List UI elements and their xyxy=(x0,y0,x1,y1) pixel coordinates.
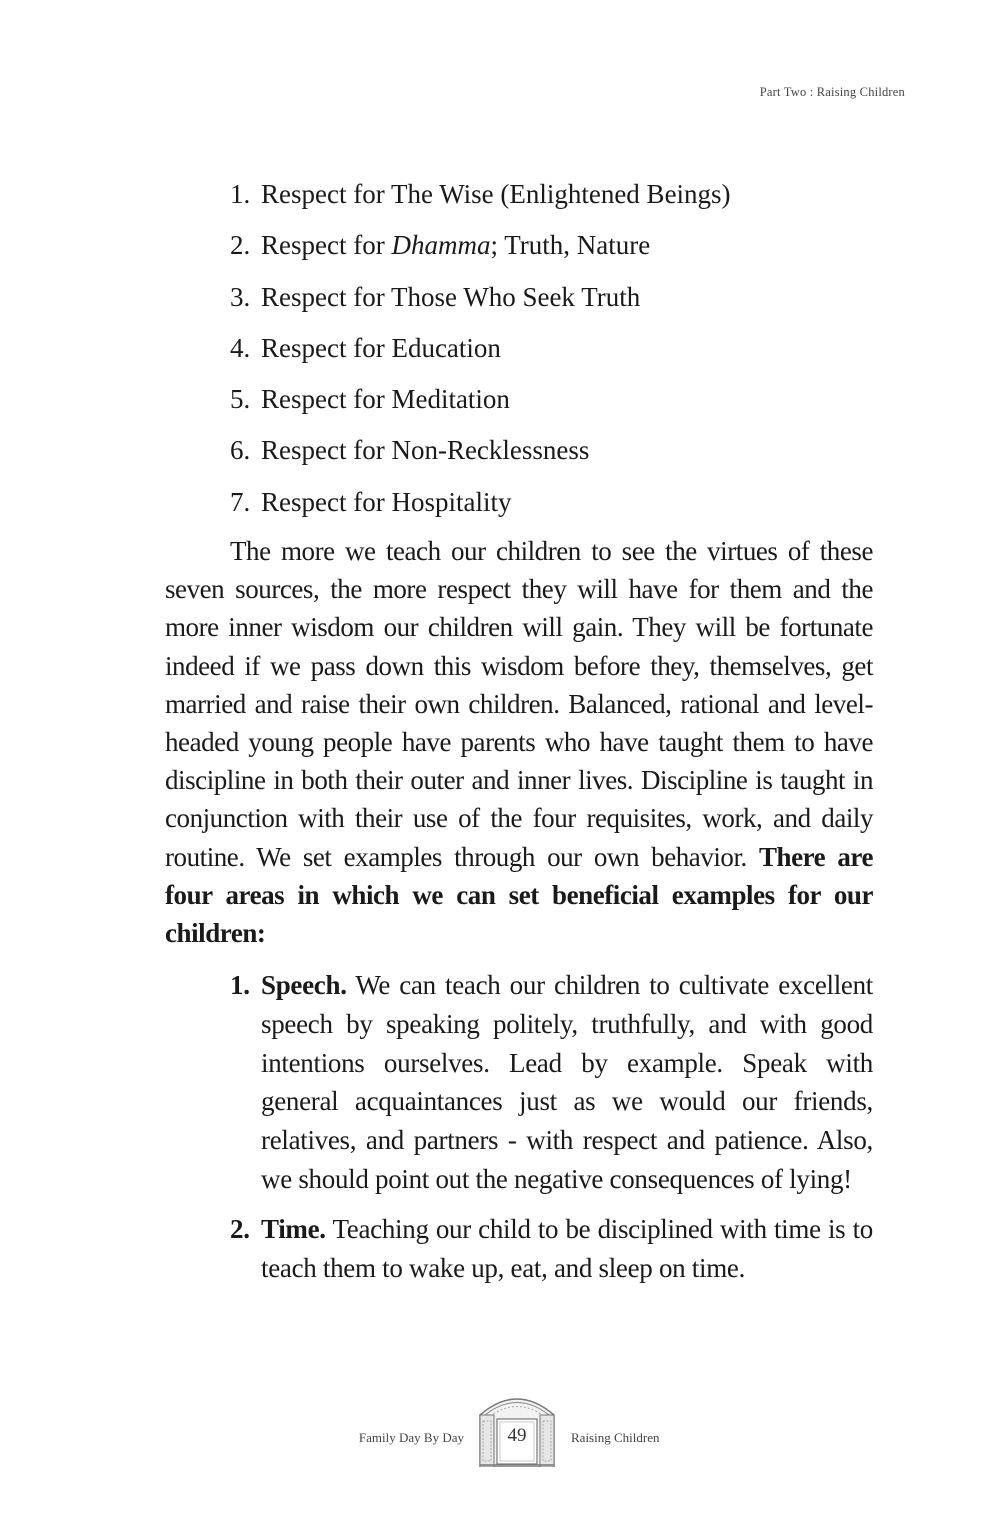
footer-book-title: Family Day By Day xyxy=(358,1430,464,1445)
list-number: 1. xyxy=(230,179,251,209)
list-text-emphasis: Dhamma xyxy=(391,230,491,261)
page-number: 49 xyxy=(507,1425,527,1446)
list-number: 6. xyxy=(230,435,251,466)
example-text: We can teach our children to cultivate excellent speech by speaking politely, truthfully, and with good intentions ourselves. Lead by example. Speak with general acquaintances just as we would our friends, relatives, and partners - with respect and patience. Also, we should point out the negative consequences of lying! xyxy=(261,970,873,1194)
list-item xyxy=(230,172,880,223)
page-footer xyxy=(0,1385,1000,1475)
list-item xyxy=(230,377,880,428)
list-item xyxy=(230,966,873,1199)
list-text: Respect for Those Who Seek Truth xyxy=(261,281,641,312)
list-item xyxy=(230,480,880,531)
list-text-suffix: ; Truth, Nature xyxy=(490,230,651,261)
list-text: Respect for Meditation xyxy=(261,384,510,415)
list-item xyxy=(230,428,880,479)
list-text: Respect for Hospitality xyxy=(261,486,512,517)
example-term: Time. xyxy=(261,1213,326,1244)
list-text: Respect for xyxy=(261,230,392,261)
list-item xyxy=(230,275,880,326)
example-text: Teaching our child to be disciplined with time is to teach them to wake up, eat, and sleep on time. xyxy=(261,1213,874,1283)
list-number: 2. xyxy=(230,1213,250,1244)
list-number: 5. xyxy=(230,384,251,415)
running-head: Part Two : Raising Children xyxy=(759,85,905,99)
list-item xyxy=(230,223,880,274)
list-number: 3. xyxy=(230,281,251,312)
body-paragraph xyxy=(165,532,873,952)
list-text: Respect for The Wise (Enlightened Beings) xyxy=(261,179,731,209)
respect-list xyxy=(230,172,880,531)
list-number: 7. xyxy=(230,486,251,517)
paragraph-text: The more we teach our children to see the virtues of these seven sources, the more respect they will have for them and the more inner wisdom our children will gain. They will be fortunate indeed if we pass down this wisdom before they, themselves, get married and raise their own children. Balanced, rational and level-headed young people have parents who have taught them to have discipline in both their outer and inner lives. Discipline is taught in conjunction with their use of the four requisites, work, and daily routine. We set examples through our own behavior. xyxy=(165,536,873,872)
footer-section-title: Raising Children xyxy=(571,1430,660,1445)
bold-sentence: There are four areas in which we can set beneficial examples for our children: xyxy=(165,841,873,949)
example-term: Speech. xyxy=(261,970,347,1000)
list-number: 2. xyxy=(230,230,251,261)
list-number: 1. xyxy=(230,970,250,1000)
list-text: Respect for Education xyxy=(261,332,501,363)
list-item xyxy=(230,326,880,377)
list-item xyxy=(230,1210,873,1288)
list-number: 4. xyxy=(230,332,251,363)
example-list xyxy=(230,966,873,1298)
list-text: Respect for Non-Recklessness xyxy=(261,435,590,466)
